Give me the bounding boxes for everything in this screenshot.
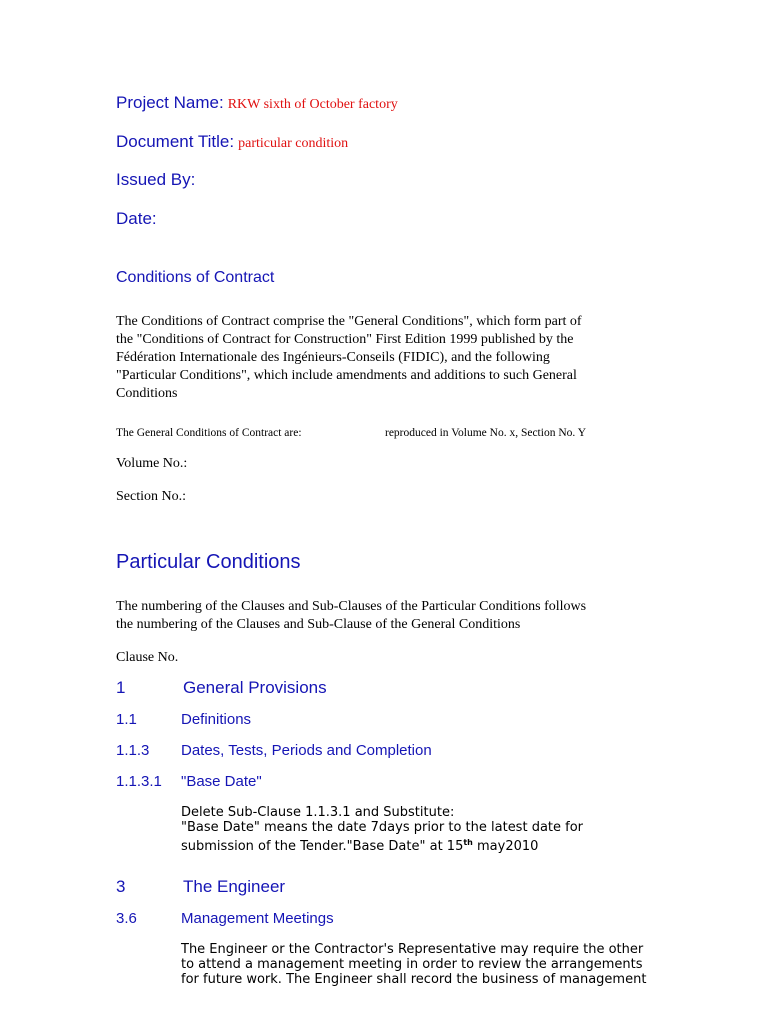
ordinal-suffix: th — [463, 838, 473, 847]
paragraph-line: Conditions — [116, 386, 178, 401]
project-name-label: Project Name: — [116, 93, 224, 112]
document-title-label: Document Title: — [116, 132, 235, 151]
project-name-value: RKW sixth of October factory — [227, 97, 398, 112]
clause-3-6-number: 3.6 — [116, 910, 137, 927]
text-line: to attend a management meeting in order to review the arrangements — [181, 957, 643, 972]
particular-conditions-heading: Particular Conditions — [116, 551, 301, 573]
clause-1-1-title: Definitions — [181, 711, 252, 728]
clause-3-6-title: Management Meetings — [181, 910, 334, 927]
clause-1-title: General Provisions — [183, 678, 327, 697]
document-title-value: particular condition — [238, 136, 349, 151]
paragraph-line: the numbering of the Clauses and Sub-Clause of the General Conditions — [116, 617, 521, 632]
date-label: Date: — [116, 209, 157, 228]
volume-label: Volume No.: — [116, 456, 188, 471]
clause-3-6-text — [181, 942, 646, 987]
text-segment: may2010 — [472, 839, 539, 854]
general-conditions-value: reproduced in Volume No. x, Section No. Y — [385, 427, 587, 439]
general-conditions-label: The General Conditions of Contract are: — [116, 427, 302, 439]
paragraph-line: the "Conditions of Contract for Construction" First Edition 1999 published by the — [116, 332, 574, 347]
paragraph-line: The numbering of the Clauses and Sub-Clauses of the Particular Conditions follows — [116, 599, 587, 614]
clause-no-label: Clause No. — [116, 650, 179, 665]
clause-1-1-3-title: Dates, Tests, Periods and Completion — [181, 742, 432, 759]
text-line: Delete Sub-Clause 1.1.3.1 and Substitute: — [181, 805, 455, 820]
text-line: for future work. The Engineer shall record the business of management — [181, 972, 647, 987]
clause-1-1-3-1-number: 1.1.3.1 — [116, 773, 162, 790]
clause-3-title: The Engineer — [183, 877, 286, 896]
issued-by-label: Issued By: — [116, 170, 196, 189]
particular-paragraph — [116, 598, 586, 634]
project-name-row — [116, 93, 398, 113]
text-line: "Base Date" means the date 7days prior to the latest date for — [181, 820, 584, 835]
paragraph-line: "Particular Conditions", which include amendments and additions to such General — [116, 368, 577, 383]
clause-1-1-3-1-title: "Base Date" — [181, 773, 262, 790]
clause-1-1-number: 1.1 — [116, 711, 137, 728]
document-title-row — [116, 132, 348, 152]
section-label: Section No.: — [116, 489, 186, 504]
clause-3-number: 3 — [116, 877, 126, 896]
text-line — [181, 835, 583, 854]
clause-1-1-3-number: 1.1.3 — [116, 742, 150, 759]
paragraph-line: Fédération Internationale des Ingénieurs-Conseils (FIDIC), and the following — [116, 350, 550, 365]
text-segment: submission of the Tender."Base Date" at 15 — [181, 839, 464, 854]
paragraph-line: The Conditions of Contract comprise the "General Conditions", which form part of — [116, 314, 582, 329]
text-line: The Engineer or the Contractor's Representative may require the other — [181, 942, 644, 957]
clause-1-1-3-1-text — [181, 805, 583, 854]
conditions-of-contract-heading: Conditions of Contract — [116, 269, 275, 286]
clause-1-number: 1 — [116, 678, 126, 697]
conditions-paragraph — [116, 313, 582, 403]
